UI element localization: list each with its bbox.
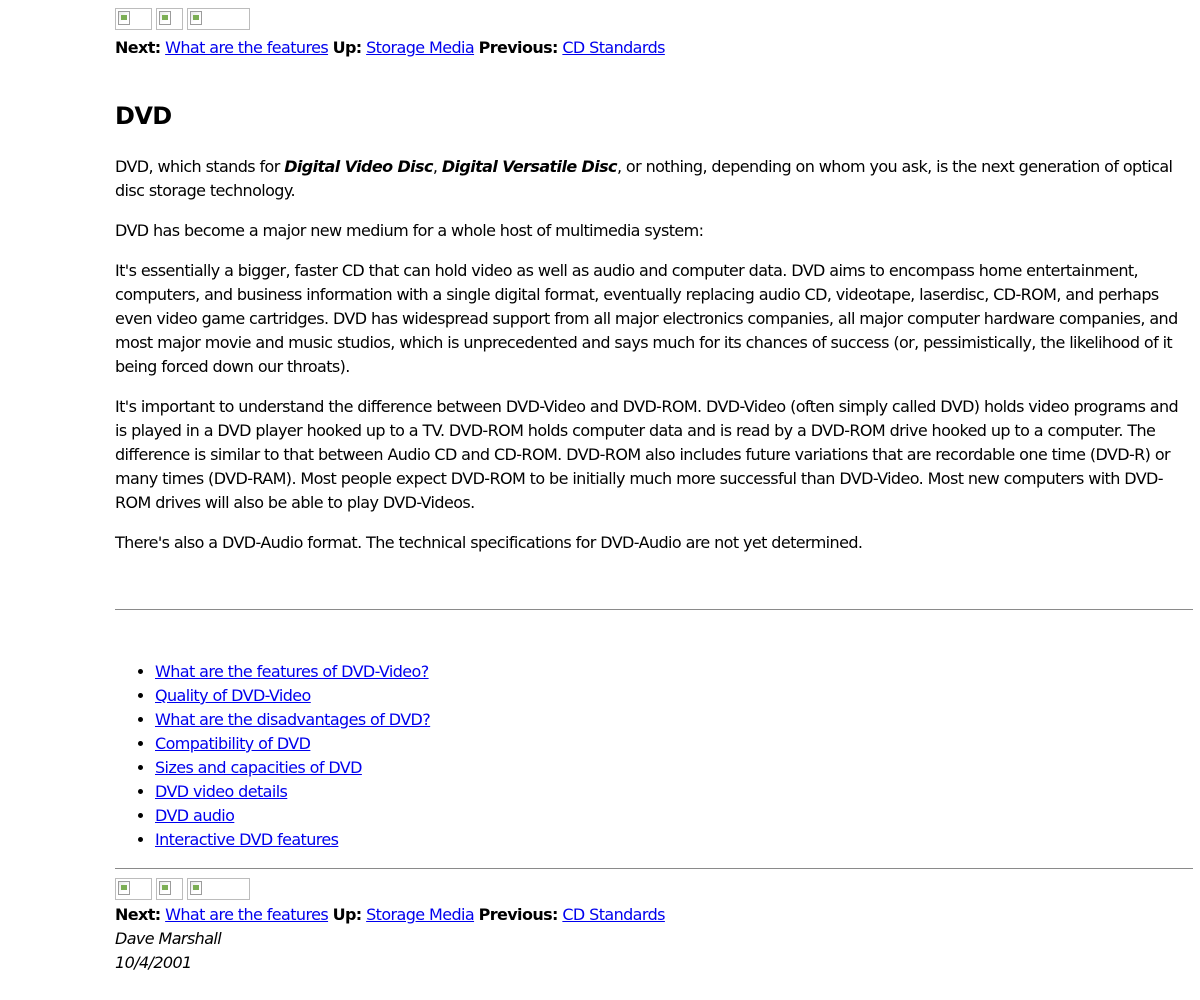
bottom-navigation	[115, 870, 665, 975]
list-item	[155, 684, 430, 708]
subtopic-link[interactable]: What are the features of DVD-Video?	[155, 662, 429, 681]
subtopic-list	[115, 660, 430, 852]
next-icon[interactable]	[115, 878, 152, 900]
previous-label: Previous:	[478, 905, 558, 924]
subtopic-link[interactable]: What are the disadvantages of DVD?	[155, 710, 431, 729]
paragraph: DVD has become a major new medium for a whole host of multimedia system:	[115, 221, 704, 240]
next-label: Next:	[115, 905, 161, 924]
previous-link[interactable]: CD Standards	[562, 905, 665, 924]
up-link[interactable]: Storage Media	[366, 38, 475, 57]
list-item	[155, 828, 430, 852]
subtopic-link[interactable]: Compatibility of DVD	[155, 734, 311, 753]
subtopic-link[interactable]: DVD audio	[155, 806, 235, 825]
top-nav-links	[115, 33, 665, 63]
up-link[interactable]: Storage Media	[366, 905, 475, 924]
up-label: Up:	[332, 905, 362, 924]
intro-term-2: Digital Versatile Disc	[441, 157, 617, 176]
next-link[interactable]: What are the features	[165, 38, 329, 57]
up-icon[interactable]	[156, 8, 183, 30]
subtopic-link[interactable]: Interactive DVD features	[155, 830, 339, 849]
paragraph: There's also a DVD-Audio format. The technical specifications for DVD-Audio are not yet determined.	[115, 533, 863, 552]
article-body	[115, 155, 1193, 571]
page-title: DVD	[115, 102, 172, 130]
subtopic-link[interactable]: Sizes and capacities of DVD	[155, 758, 362, 777]
next-label: Next:	[115, 38, 161, 57]
next-icon[interactable]	[115, 8, 152, 30]
list-item	[155, 804, 430, 828]
page-date: 10/4/2001	[115, 953, 192, 972]
paragraph: It's essentially a bigger, faster CD that can hold video as well as audio and computer data. DVD aims to encompass home entertainment, computers, and business information with a single digital format, eventually replacing audio CD, videotape, laserdisc, CD-ROM, and perhaps even video game cartridges. DVD has widespread support from all major electronics companies, all major computer hardware companies, and most major movie and music studios, which is unprecedented and says much for its chances of success (or, pessimistically, the likelihood of it being forced down our throats).	[115, 261, 1178, 376]
next-link[interactable]: What are the features	[165, 905, 329, 924]
subtopic-link[interactable]: DVD video details	[155, 782, 288, 801]
paragraph: It's important to understand the difference between DVD-Video and DVD-ROM. DVD-Video (often simply called DVD) holds video programs and is played in a DVD player hooked up to a TV. DVD-ROM holds computer data and is read by a DVD-ROM drive hooked up to a computer. The difference is similar to that between Audio CD and CD-ROM. DVD-ROM also includes future variations that are recordable one time (DVD-R) or many times (DVD-RAM). Most people expect DVD-ROM to be initially much more successful than DVD-Video. Most new computers with DVD-ROM drives will also be able to play DVD-Videos.	[115, 397, 1179, 512]
intro-text-1: DVD, which stands for	[115, 157, 285, 176]
intro-separator: ,	[432, 157, 442, 176]
previous-icon[interactable]	[187, 878, 250, 900]
list-item	[155, 756, 430, 780]
intro-paragraph	[115, 155, 1193, 203]
subtopic-link[interactable]: Quality of DVD-Video	[155, 686, 311, 705]
previous-link[interactable]: CD Standards	[562, 38, 665, 57]
list-item	[155, 732, 430, 756]
bottom-nav-icons	[115, 870, 665, 903]
top-nav-icons	[115, 0, 665, 33]
up-label: Up:	[332, 38, 362, 57]
previous-icon[interactable]	[187, 8, 250, 30]
footer-divider	[115, 868, 1193, 869]
bottom-nav-links	[115, 903, 665, 927]
up-icon[interactable]	[156, 878, 183, 900]
intro-term-1: Digital Video Disc	[284, 157, 433, 176]
previous-label: Previous:	[478, 38, 558, 57]
top-navigation	[115, 0, 665, 63]
list-item	[155, 660, 430, 684]
section-divider	[115, 609, 1193, 610]
intro-text-2: , or nothing, depending on whom you ask, is the next generation of optical disc storage technology.	[115, 157, 1173, 200]
author-name: Dave Marshall	[115, 929, 222, 948]
list-item	[155, 708, 430, 732]
list-item	[155, 780, 430, 804]
